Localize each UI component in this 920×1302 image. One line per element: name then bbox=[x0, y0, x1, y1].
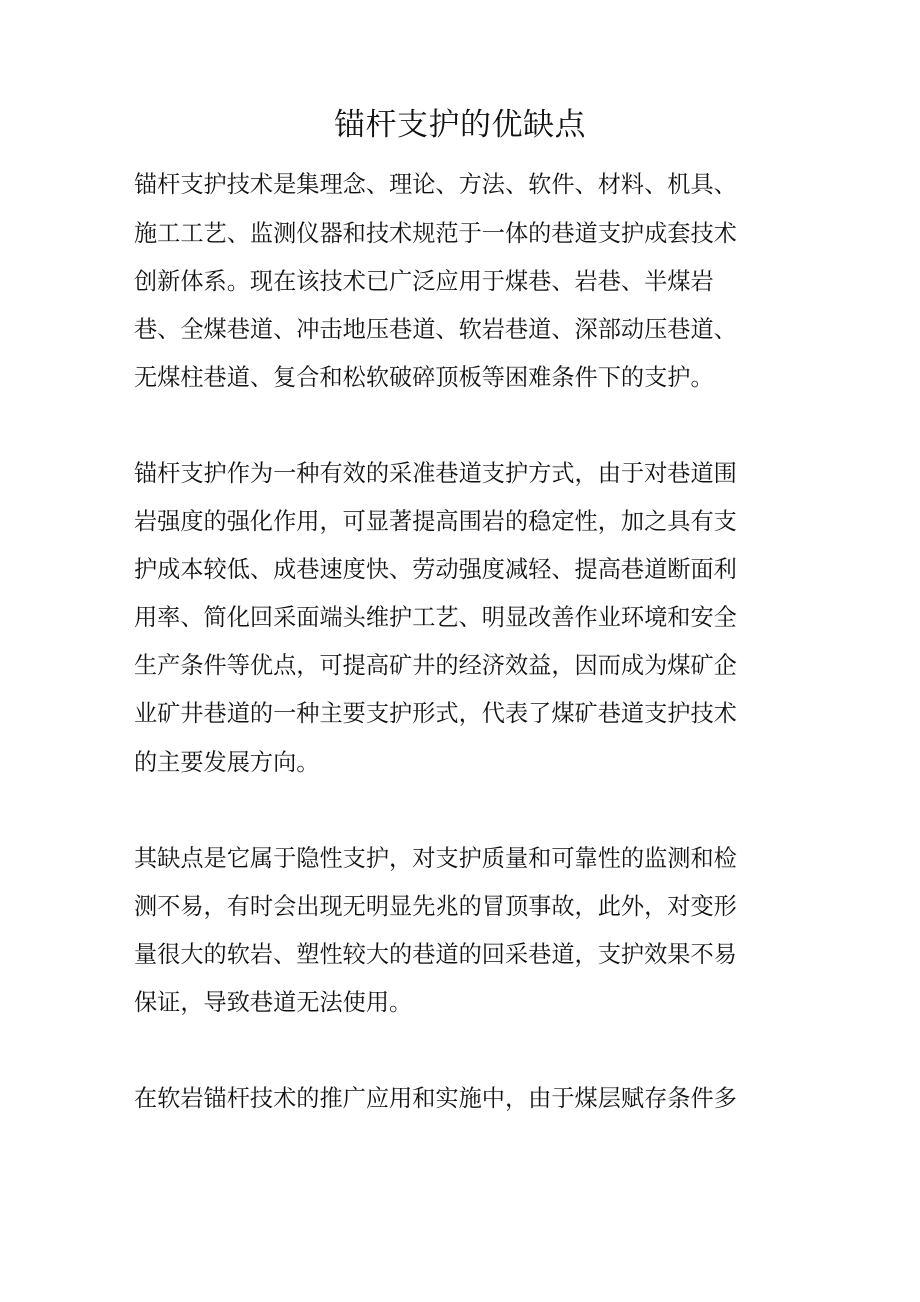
paragraph-1-line-1: 锚杆支护技术是集理念、理论、方法、软件、材料、机具、 bbox=[134, 171, 737, 198]
paragraph-4-line-1: 在软岩锚杆技术的推广应用和实施中，由于煤层赋存条件多 bbox=[134, 1085, 737, 1112]
paragraph-2-line-3: 护成本较低、成巷速度快、劳动强度减轻、提高巷道断面利 bbox=[134, 556, 737, 583]
document-title: 锚杆支护的优缺点 bbox=[334, 107, 586, 143]
paragraph-2-line-1: 锚杆支护作为一种有效的采准巷道支护方式，由于对巷道围 bbox=[134, 460, 737, 487]
paragraph-1-line-4: 巷、全煤巷道、冲击地压巷道、软岩巷道、深部动压巷道、 bbox=[134, 316, 737, 343]
paragraph-3-line-1: 其缺点是它属于隐性支护，对支护质量和可靠性的监测和检 bbox=[134, 845, 737, 872]
paragraph-2-line-6: 业矿井巷道的一种主要支护形式，代表了煤矿巷道支护技术 bbox=[134, 700, 737, 727]
paragraph-2-line-4: 用率、简化回采面端头维护工艺、明显改善作业环境和安全 bbox=[134, 604, 737, 631]
paragraph-3-line-2: 测不易，有时会出现无明显先兆的冒顶事故，此外，对变形 bbox=[134, 893, 737, 920]
paragraph-3-line-4: 保证，导致巷道无法使用。 bbox=[134, 989, 413, 1016]
paragraph-2-line-7: 的主要发展方向。 bbox=[134, 749, 320, 776]
paragraph-3-line-3: 量很大的软岩、塑性较大的巷道的回采巷道，支护效果不易 bbox=[134, 941, 737, 968]
paragraph-2-line-2: 岩强度的强化作用，可显著提高围岩的稳定性，加之具有支 bbox=[134, 508, 737, 535]
paragraph-1-line-5: 无煤柱巷道、复合和松软破碎顶板等困难条件下的支护。 bbox=[134, 364, 714, 391]
paragraph-1-line-2: 施工工艺、监测仪器和技术规范于一体的巷道支护成套技术 bbox=[134, 220, 737, 247]
paragraph-1-line-3: 创新体系。现在该技术已广泛应用于煤巷、岩巷、半煤岩 bbox=[134, 268, 714, 295]
paragraph-2-line-5: 生产条件等优点，可提高矿井的经济效益，因而成为煤矿企 bbox=[134, 652, 737, 679]
